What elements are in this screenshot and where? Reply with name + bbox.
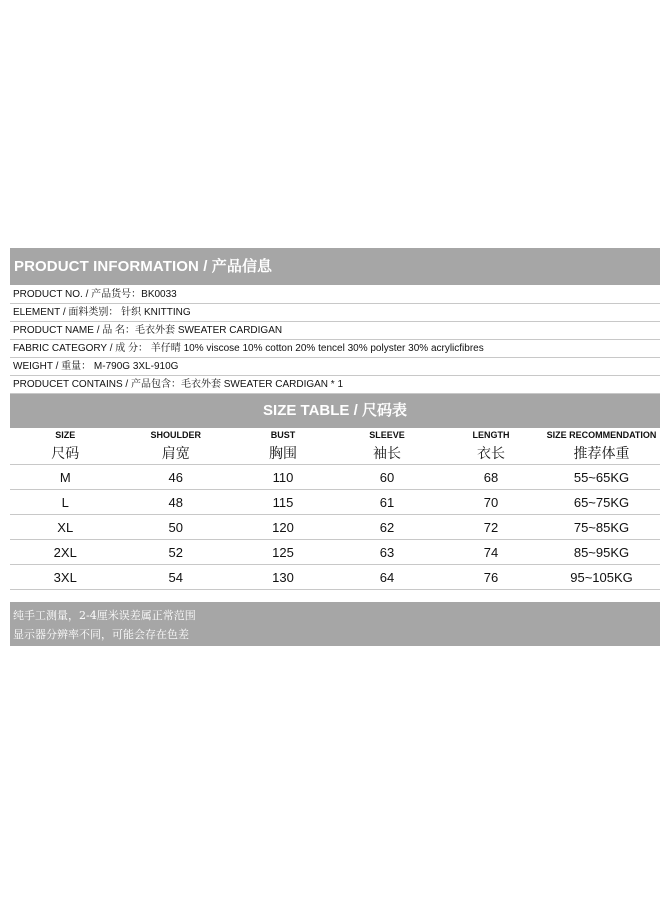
cell-size: L xyxy=(10,490,121,515)
cell-recommendation: 95~105KG xyxy=(543,565,660,590)
cell-recommendation: 75~85KG xyxy=(543,515,660,540)
col-sleeve-label: SLEEVE xyxy=(369,430,405,440)
cell-shoulder: 50 xyxy=(121,515,232,540)
cell-sleeve: 61 xyxy=(335,490,439,515)
note-line-color: 显示器分辨率不同，可能会存在色差 xyxy=(13,628,189,641)
fabric-category-row: FABRIC CATEGORY / 成 分： 羊仔晴 10% viscose 10% cotton 20% tencel 30% polyster 30% acrylicfibres xyxy=(10,340,660,358)
cell-sleeve: 64 xyxy=(335,565,439,590)
table-row xyxy=(10,540,660,565)
col-recommendation-label: SIZE RECOMMENDATION xyxy=(546,430,657,440)
weight-row: WEIGHT / 重量： M-790G 3XL-910G xyxy=(10,358,660,376)
measurement-note xyxy=(10,602,660,646)
cell-size: XL xyxy=(10,515,121,540)
cell-length: 76 xyxy=(439,565,543,590)
cell-size: 3XL xyxy=(10,565,121,590)
cell-bust: 110 xyxy=(231,465,335,490)
element-row: ELEMENT / 面料类别： 针织 KNITTING xyxy=(10,304,660,322)
col-size-label: SIZE xyxy=(55,430,76,440)
cell-recommendation: 55~65KG xyxy=(543,465,660,490)
size-table-header: SIZE TABLE / 尺码表 xyxy=(10,394,660,428)
cell-shoulder: 52 xyxy=(121,540,232,565)
col-sleeve-label-cn: 袖长 xyxy=(373,446,401,462)
table-row xyxy=(10,490,660,515)
cell-length: 74 xyxy=(439,540,543,565)
cell-sleeve: 62 xyxy=(335,515,439,540)
cell-size: M xyxy=(10,465,121,490)
col-length-label-cn: 衣长 xyxy=(477,446,505,462)
cell-sleeve: 60 xyxy=(335,465,439,490)
table-row xyxy=(10,565,660,590)
product-info-list xyxy=(10,286,660,394)
product-info-header: PRODUCT INFORMATION / 产品信息 xyxy=(10,248,660,286)
table-row xyxy=(10,515,660,540)
col-bust-label-cn: 胸围 xyxy=(269,446,297,462)
col-recommendation-label-cn: 推荐体重 xyxy=(573,446,630,462)
product-sheet xyxy=(10,248,660,646)
cell-bust: 125 xyxy=(231,540,335,565)
size-table xyxy=(10,428,660,590)
cell-bust: 130 xyxy=(231,565,335,590)
size-table-header-row-cn xyxy=(10,442,660,465)
contains-row: PRODUCET CONTAINS / 产品包含：毛衣外套 SWEATER CARDIGAN * 1 xyxy=(10,376,660,394)
spacer xyxy=(10,590,660,602)
product-no-row: PRODUCT NO. / 产品货号：BK0033 xyxy=(10,286,660,304)
col-shoulder-label: SHOULDER xyxy=(150,430,201,440)
note-line-measurement: 纯手工测量，2-4厘米误差属正常范围 xyxy=(13,609,196,622)
cell-shoulder: 54 xyxy=(121,565,232,590)
cell-recommendation: 85~95KG xyxy=(543,540,660,565)
size-table-header-row-en xyxy=(10,428,660,442)
col-shoulder-label-cn: 肩宽 xyxy=(161,446,190,462)
col-size-label-cn: 尺码 xyxy=(51,446,80,462)
table-row xyxy=(10,465,660,490)
cell-shoulder: 48 xyxy=(121,490,232,515)
cell-sleeve: 63 xyxy=(335,540,439,565)
cell-shoulder: 46 xyxy=(121,465,232,490)
cell-size: 2XL xyxy=(10,540,121,565)
col-length-label: LENGTH xyxy=(472,430,510,440)
cell-length: 68 xyxy=(439,465,543,490)
cell-length: 72 xyxy=(439,515,543,540)
cell-bust: 120 xyxy=(231,515,335,540)
cell-length: 70 xyxy=(439,490,543,515)
col-bust-label: BUST xyxy=(270,430,296,440)
cell-recommendation: 65~75KG xyxy=(543,490,660,515)
cell-bust: 115 xyxy=(231,490,335,515)
product-name-row: PRODUCT NAME / 品 名：毛衣外套 SWEATER CARDIGAN xyxy=(10,322,660,340)
